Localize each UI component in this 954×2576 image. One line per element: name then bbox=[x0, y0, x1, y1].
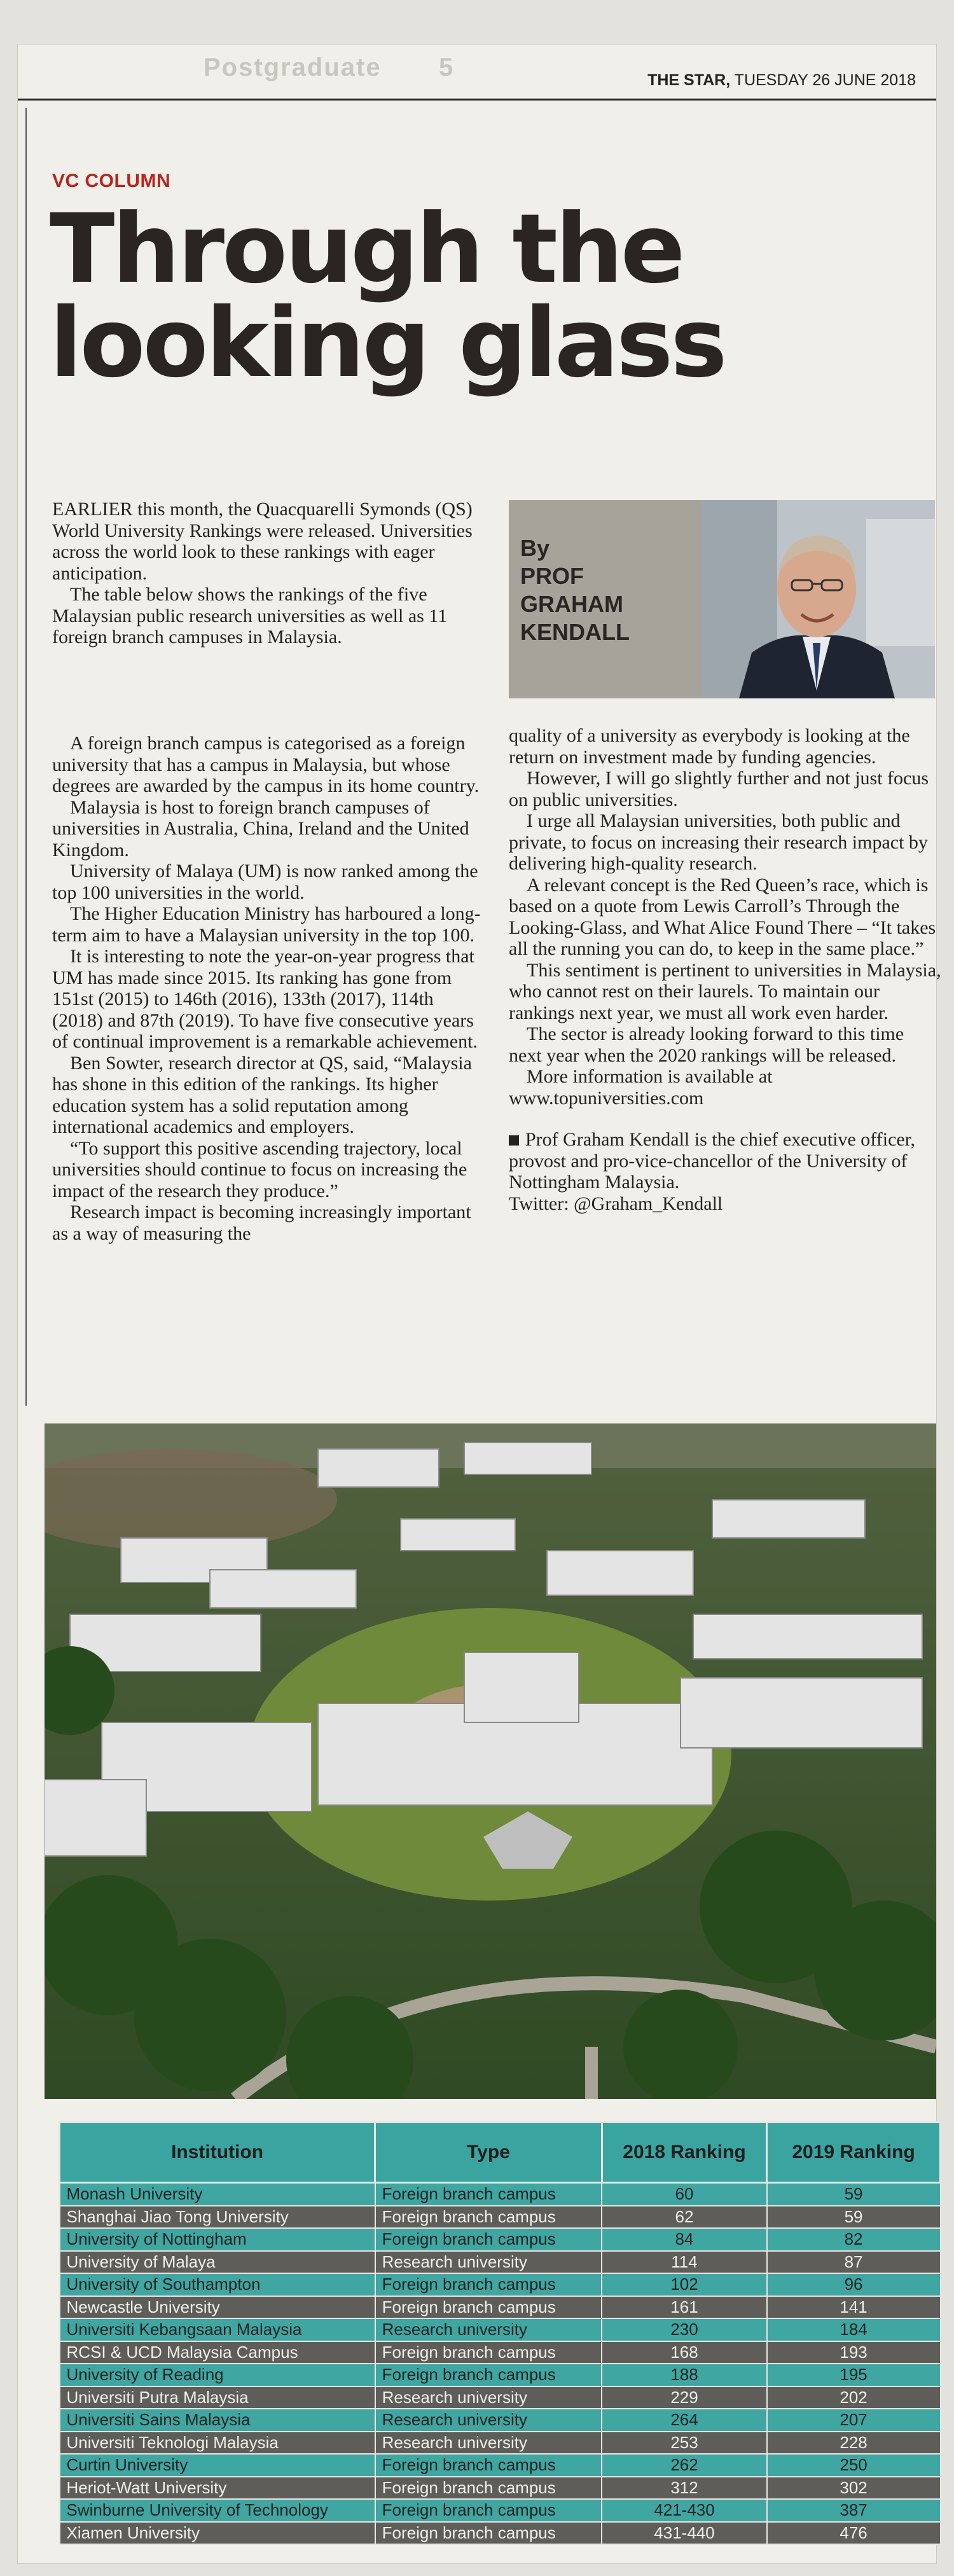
cell-type: Foreign branch campus bbox=[375, 2499, 602, 2522]
cell-institution: RCSI & UCD Malaysia Campus bbox=[60, 2341, 375, 2364]
paragraph: However, I will go slightly further and not just focus on public universities. bbox=[509, 768, 929, 810]
cell-type: Research university bbox=[375, 2251, 602, 2274]
table-row bbox=[60, 2296, 941, 2319]
cell-institution: Universiti Putra Malaysia bbox=[60, 2386, 375, 2409]
aerial-illustration bbox=[45, 1423, 936, 2099]
cell-type: Research university bbox=[375, 2432, 602, 2455]
cell-2018: 168 bbox=[602, 2341, 766, 2364]
cell-institution: Universiti Kebangsaan Malaysia bbox=[60, 2318, 375, 2341]
cell-2019: 476 bbox=[767, 2522, 941, 2545]
paragraph: “To support this positive ascending trajectory, local universities should continue to focus on increasing the impact of the research they produce.” bbox=[52, 1137, 467, 1201]
left-rule-lower bbox=[25, 801, 27, 1406]
author-bio bbox=[509, 1129, 941, 1193]
cell-type: Foreign branch campus bbox=[375, 2522, 602, 2545]
cell-2019: 228 bbox=[767, 2432, 941, 2455]
table-row bbox=[60, 2522, 941, 2545]
cell-institution: Curtin University bbox=[60, 2454, 375, 2477]
cell-institution: Shanghai Jiao Tong University bbox=[60, 2206, 375, 2229]
col-header-institution: Institution bbox=[60, 2122, 375, 2183]
byline-by: By bbox=[520, 535, 550, 561]
cell-type: Foreign branch campus bbox=[375, 2296, 602, 2319]
paragraph: More information is available at www.topuniversities.com bbox=[509, 1066, 773, 1109]
col-header-2018: 2018 Ranking bbox=[602, 2122, 766, 2183]
section-ghost: Postgraduate bbox=[204, 53, 382, 81]
paragraph: Malaysia is host to foreign branch campuses of universities in Australia, China, Ireland and the United Kingdom. bbox=[52, 796, 469, 861]
table-row bbox=[60, 2364, 941, 2386]
cell-2019: 82 bbox=[767, 2228, 941, 2251]
campus-aerial-photo bbox=[45, 1423, 936, 2099]
col-header-type: Type bbox=[375, 2122, 602, 2183]
cell-institution: Universiti Sains Malaysia bbox=[60, 2409, 375, 2432]
cell-2019: 87 bbox=[767, 2251, 941, 2274]
paragraph: A relevant concept is the Red Queen’s race, which is based on a quote from Lewis Carroll’s Through the Looking-Glass, and What Alice Found There – “It takes all the running you can do, to keep in the same place.” bbox=[509, 874, 936, 959]
cell-type: Foreign branch campus bbox=[375, 2228, 602, 2251]
table-row bbox=[60, 2432, 941, 2455]
bullet-square-icon bbox=[509, 1135, 519, 1146]
paragraph: This sentiment is pertinent to universities in Malaysia, who cannot rest on their laurels. To maintain our rankings next year, we must all work even harder. bbox=[509, 959, 941, 1023]
column-2 bbox=[509, 725, 941, 1214]
byline-name-1: PROF bbox=[520, 563, 584, 589]
rankings-table-wrap bbox=[59, 2121, 941, 2545]
cell-type: Research university bbox=[375, 2409, 602, 2432]
cell-type: Foreign branch campus bbox=[375, 2454, 602, 2477]
cell-2018: 230 bbox=[602, 2318, 766, 2341]
cell-2019: 141 bbox=[767, 2296, 941, 2319]
paragraph: A foreign branch campus is categorised as a foreign university that has a campus in Malaysia, but whose degrees are awarded by the campus in its home country. bbox=[52, 733, 480, 796]
cell-2018: 262 bbox=[602, 2454, 766, 2477]
cell-institution: University of Malaya bbox=[60, 2251, 375, 2274]
cell-2018: 312 bbox=[602, 2477, 766, 2500]
masthead bbox=[647, 71, 916, 90]
cell-2019: 193 bbox=[767, 2341, 941, 2364]
masthead-paper: THE STAR, bbox=[647, 71, 731, 89]
cell-2018: 84 bbox=[602, 2228, 766, 2251]
cell-2018: 229 bbox=[602, 2386, 766, 2409]
table-row bbox=[60, 2273, 941, 2296]
paragraph: University of Malaya (UM) is now ranked among the top 100 universities in the world. bbox=[52, 861, 478, 903]
col-header-2019: 2019 Ranking bbox=[767, 2122, 941, 2183]
masthead-date: TUESDAY 26 JUNE 2018 bbox=[730, 71, 916, 89]
cell-2018: 60 bbox=[602, 2183, 766, 2206]
cell-2019: 202 bbox=[767, 2386, 941, 2409]
cell-2019: 59 bbox=[767, 2183, 941, 2206]
cell-2018: 264 bbox=[602, 2409, 766, 2432]
left-rule bbox=[25, 108, 27, 801]
cell-type: Research university bbox=[375, 2318, 602, 2341]
table-body bbox=[60, 2183, 941, 2545]
cell-2018: 161 bbox=[602, 2296, 766, 2319]
table-row bbox=[60, 2228, 941, 2251]
author-bio-text: Prof Graham Kendall is the chief executive officer, provost and pro-vice-chancellor of the University of Nottingham Malaysia. bbox=[509, 1129, 915, 1193]
portrait-illustration bbox=[701, 500, 935, 698]
cell-type: Foreign branch campus bbox=[375, 2477, 602, 2500]
cell-institution: University of Southampton bbox=[60, 2273, 375, 2296]
column-1 bbox=[52, 733, 482, 1244]
cell-2019: 207 bbox=[767, 2409, 941, 2432]
cell-2018: 102 bbox=[602, 2273, 766, 2296]
cell-institution: Newcastle University bbox=[60, 2296, 375, 2319]
cell-type: Research university bbox=[375, 2386, 602, 2409]
cell-2019: 184 bbox=[767, 2318, 941, 2341]
rankings-table bbox=[59, 2121, 941, 2545]
cell-type: Foreign branch campus bbox=[375, 2273, 602, 2296]
byline-name-2: GRAHAM bbox=[520, 591, 623, 617]
paragraph: I urge all Malaysian universities, both public and private, to focus on increasing their research impact by delivering high-quality research. bbox=[509, 810, 928, 874]
paragraph: Ben Sowter, research director at QS, said, “Malaysia has shone in this edition of the rankings. Its higher education system has a solid reputation among international academics and employers. bbox=[52, 1052, 472, 1137]
table-row bbox=[60, 2386, 941, 2409]
paragraph: The sector is already looking forward to this time next year when the 2020 rankings will be released. bbox=[509, 1023, 904, 1066]
table-row bbox=[60, 2341, 941, 2364]
author-twitter: Twitter: @Graham_Kendall bbox=[509, 1193, 723, 1214]
table-header-row bbox=[60, 2122, 941, 2183]
cell-institution: University of Nottingham bbox=[60, 2228, 375, 2251]
cell-2018: 253 bbox=[602, 2432, 766, 2455]
cell-2019: 302 bbox=[767, 2477, 941, 2500]
table-row bbox=[60, 2251, 941, 2274]
cell-2018: 421-430 bbox=[602, 2499, 766, 2522]
cell-institution: Universiti Teknologi Malaysia bbox=[60, 2432, 375, 2455]
byline bbox=[520, 534, 692, 646]
author-portrait bbox=[701, 500, 935, 698]
cell-type: Foreign branch campus bbox=[375, 2183, 602, 2206]
cell-institution: Swinburne University of Technology bbox=[60, 2499, 375, 2522]
section-ghost-number: 5 bbox=[439, 53, 453, 81]
table-row bbox=[60, 2409, 941, 2432]
cell-type: Foreign branch campus bbox=[375, 2206, 602, 2229]
paragraph: The table below shows the rankings of the five Malaysian public research universities as well as 11 foreign branch campuses in Malaysia. bbox=[52, 584, 448, 647]
cell-2019: 387 bbox=[767, 2499, 941, 2522]
cell-institution: Heriot-Watt University bbox=[60, 2477, 375, 2500]
table-row bbox=[60, 2206, 941, 2229]
top-rule bbox=[18, 99, 936, 100]
byline-name-3: KENDALL bbox=[520, 619, 630, 645]
headline: Through the looking glass bbox=[50, 194, 725, 399]
paragraph: EARLIER this month, the Quacquarelli Symonds (QS) World University Rankings were released. Universities across the world look to these rankings with eager anticipation. bbox=[52, 499, 473, 584]
table-row bbox=[60, 2477, 941, 2500]
cell-2019: 250 bbox=[767, 2454, 941, 2477]
cell-2018: 114 bbox=[602, 2251, 766, 2274]
table-row bbox=[60, 2499, 941, 2522]
cell-type: Foreign branch campus bbox=[375, 2364, 602, 2386]
table-row bbox=[60, 2183, 941, 2206]
table-row bbox=[60, 2318, 941, 2341]
paragraph: Research impact is becoming increasingly important as a way of measuring the bbox=[52, 1201, 471, 1244]
cell-institution: Xiamen University bbox=[60, 2522, 375, 2545]
paragraph: quality of a university as everybody is looking at the return on investment made by funding agencies. bbox=[509, 725, 910, 768]
cell-2019: 195 bbox=[767, 2364, 941, 2386]
section-kicker: VC COLUMN bbox=[52, 170, 171, 191]
cell-type: Foreign branch campus bbox=[375, 2341, 602, 2364]
cell-institution: University of Reading bbox=[60, 2364, 375, 2386]
column-1-top bbox=[52, 499, 482, 648]
cell-2018: 188 bbox=[602, 2364, 766, 2386]
cell-2018: 62 bbox=[602, 2206, 766, 2229]
cell-2018: 431-440 bbox=[602, 2522, 766, 2545]
cell-2019: 59 bbox=[767, 2206, 941, 2229]
cell-2019: 96 bbox=[767, 2273, 941, 2296]
paragraph: It is interesting to note the year-on-year progress that UM has made since 2015. Its ranking has gone from 151st (2015) to 146th (2016), 133th (2017), 114th (2018) and 87th (2019). To have five consecutive years of continual improvement is a remarkable achievement. bbox=[52, 946, 478, 1052]
paragraph: The Higher Education Ministry has harboured a long-term aim to have a Malaysian university in the top 100. bbox=[52, 903, 481, 946]
table-row bbox=[60, 2454, 941, 2477]
cell-institution: Monash University bbox=[60, 2183, 375, 2206]
